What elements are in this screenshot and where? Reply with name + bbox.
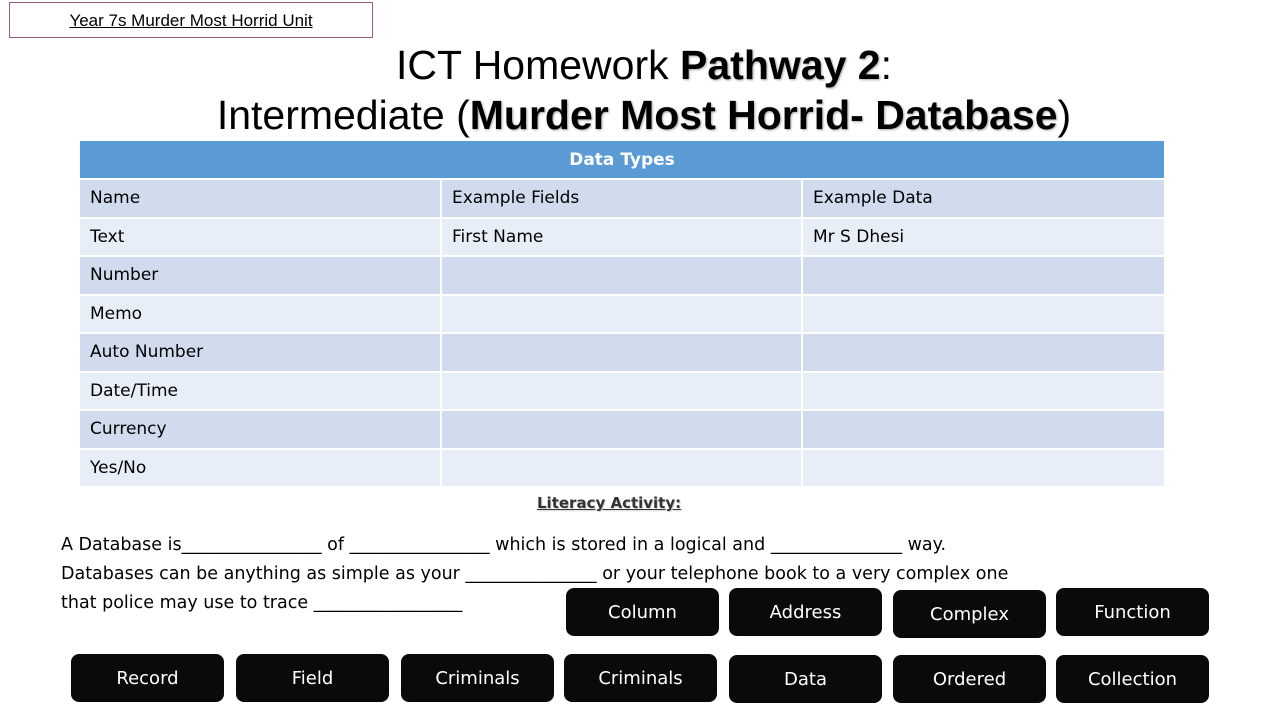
table-cell[interactable] [441, 256, 802, 295]
word-card-field[interactable]: Field [236, 654, 389, 702]
table-cell[interactable] [802, 333, 1165, 372]
header-cell: Example Data [802, 179, 1165, 218]
page-title [0, 40, 1280, 140]
table-row [79, 218, 1165, 257]
table-cell[interactable] [441, 449, 802, 488]
unit-tag: Year 7s Murder Most Horrid Unit [9, 2, 373, 38]
word-card-criminals-2[interactable]: Criminals [564, 654, 717, 702]
table-cell[interactable] [802, 256, 1165, 295]
table-row [79, 410, 1165, 449]
table-cell: Currency [79, 410, 441, 449]
table-cell[interactable]: First Name [441, 218, 802, 257]
table-cell[interactable] [802, 372, 1165, 411]
table-cell[interactable] [441, 410, 802, 449]
literacy-heading: Literacy Activity: [537, 494, 682, 512]
table-row [79, 449, 1165, 488]
table-cell: Number [79, 256, 441, 295]
data-types-table [78, 139, 1166, 488]
table-caption: Data Types [79, 140, 1165, 179]
table-row [79, 256, 1165, 295]
header-cell: Example Fields [441, 179, 802, 218]
table-row [79, 295, 1165, 334]
table-cell: Text [79, 218, 441, 257]
title-line-1-pathway: Pathway 2 [680, 42, 881, 88]
table-row [79, 333, 1165, 372]
table-cell[interactable] [441, 372, 802, 411]
literacy-line: that police may use to trace _________________ [61, 593, 463, 613]
table-cell[interactable] [802, 449, 1165, 488]
word-card-column[interactable]: Column [566, 588, 719, 636]
table-cell[interactable]: Mr S Dhesi [802, 218, 1165, 257]
header-cell: Name [79, 179, 441, 218]
title-line-2 [0, 90, 1280, 140]
word-card-record[interactable]: Record [71, 654, 224, 702]
table-cell[interactable] [802, 295, 1165, 334]
word-card-collection[interactable]: Collection [1056, 655, 1209, 703]
title-line-2-topic: Murder Most Horrid- Database [469, 92, 1058, 138]
word-card-function[interactable]: Function [1056, 588, 1209, 636]
title-line-1-prefix: ICT Homework [396, 42, 681, 88]
title-line-1 [0, 40, 1280, 90]
word-card-data[interactable]: Data [729, 655, 882, 703]
literacy-line: A Database is________________ of ________________ which is stored in a logical and _______________ way. [61, 535, 947, 555]
table-cell[interactable] [441, 333, 802, 372]
title-line-1-colon: : [880, 42, 892, 88]
title-line-2-prefix: Intermediate ( [216, 92, 470, 138]
word-card-criminals[interactable]: Criminals [401, 654, 554, 702]
table-cell[interactable] [802, 410, 1165, 449]
table-cell: Auto Number [79, 333, 441, 372]
literacy-line: Databases can be anything as simple as your _______________ or your telephone book to a very complex one [61, 564, 1009, 584]
table-cell[interactable] [441, 295, 802, 334]
word-card-address[interactable]: Address [729, 588, 882, 636]
word-card-ordered[interactable]: Ordered [893, 655, 1046, 703]
word-card-complex[interactable]: Complex [893, 590, 1046, 638]
table-cell: Date/Time [79, 372, 441, 411]
title-line-2-suffix: ) [1057, 92, 1072, 138]
table-cell: Yes/No [79, 449, 441, 488]
table-header-row [79, 179, 1165, 218]
table-row [79, 372, 1165, 411]
table-cell: Memo [79, 295, 441, 334]
